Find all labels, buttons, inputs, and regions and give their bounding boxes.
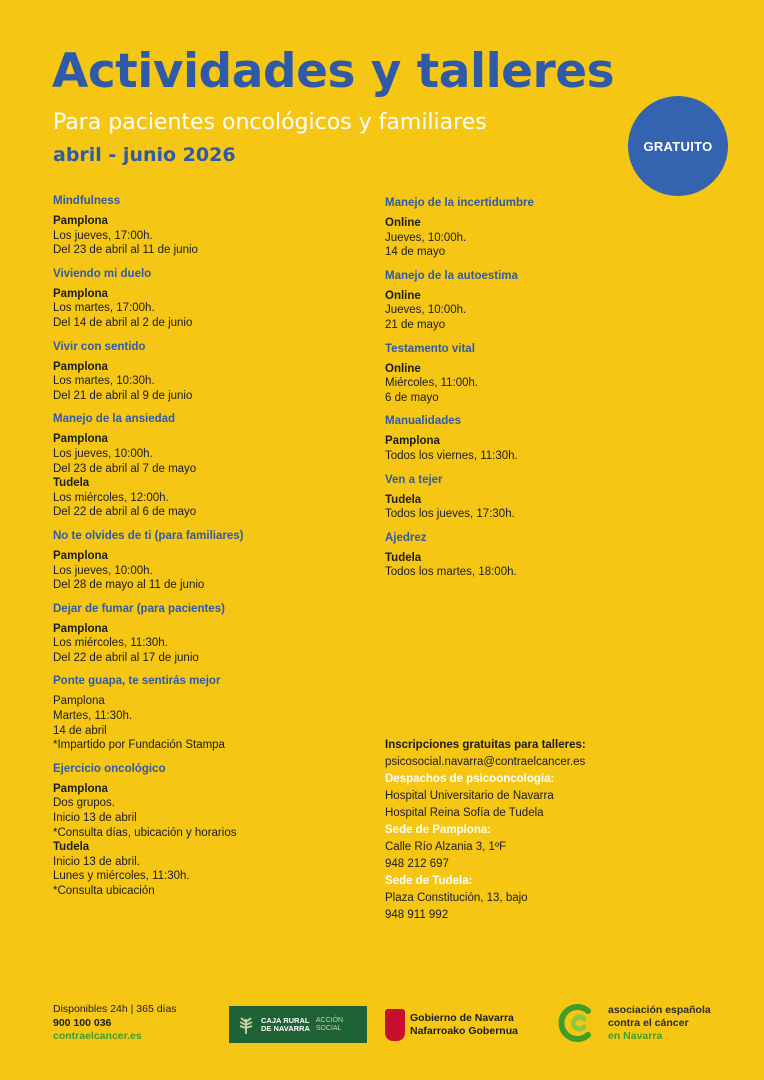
activity-item	[53, 674, 353, 752]
gob-line-2: Nafarroako Gobernua	[410, 1025, 518, 1037]
activity-location: Tudela	[385, 551, 422, 564]
activity-name: No te olvides de ti (para familiares)	[53, 529, 244, 542]
caja-line-2: DE NAVARRA	[261, 1023, 310, 1033]
footer-web-link[interactable]: contraelcancer.es	[53, 1030, 142, 1042]
navarra-shield-icon	[385, 1009, 405, 1041]
pamplona-address: Calle Río Alzania 3, 1ºF	[385, 841, 507, 853]
activity-detail: Del 28 de mayo al 11 de junio	[53, 579, 205, 592]
activity-location: Tudela	[53, 477, 90, 490]
activity-detail: Del 14 de abril al 2 de junio	[53, 316, 193, 329]
activity-detail: Del 23 de abril al 11 de junio	[53, 244, 198, 257]
activity-name: Dejar de fumar (para pacientes)	[53, 602, 225, 615]
activity-location: Online	[385, 362, 421, 375]
activity-detail: Todos los jueves, 17:30h.	[385, 508, 515, 521]
footer-contact	[53, 1003, 177, 1044]
activity-location: Pamplona	[53, 215, 108, 227]
tudela-address: Plaza Constitución, 13, bajo	[385, 892, 528, 904]
activity-detail: Los martes, 10:30h.	[53, 375, 155, 388]
activity-detail: Pamplona	[53, 695, 105, 708]
activity-detail: 14 de mayo	[385, 246, 446, 259]
aecc-line-1: asociación española	[608, 1003, 711, 1016]
activity-detail: Del 22 de abril al 17 de junio	[53, 651, 199, 664]
activity-detail: 14 de abril	[53, 724, 107, 737]
gob-line-1: Gobierno de Navarra	[410, 1012, 514, 1024]
inscriptions-heading: Inscripciones gratuitas para talleres:	[385, 739, 586, 751]
activity-location: Tudela	[385, 493, 422, 506]
activity-detail: *Consulta ubicación	[53, 885, 155, 897]
activity-detail: Todos los viernes, 11:30h.	[385, 449, 518, 462]
activity-item	[53, 762, 353, 899]
aecc-line-2: contra el cáncer	[608, 1016, 689, 1029]
activity-name: Ejercicio oncológico	[53, 762, 166, 775]
period-label: abril - junio 2026	[53, 144, 236, 166]
page-title: Actividades y talleres	[52, 44, 615, 99]
activity-item	[53, 267, 353, 331]
tudela-heading: Sede de Tudela:	[385, 875, 473, 887]
activity-name: Manejo de la ansiedad	[53, 413, 176, 426]
offices-heading: Despachos de psicooncología:	[385, 773, 555, 785]
activity-location: Pamplona	[385, 435, 440, 448]
activity-detail: Del 21 de abril al 9 de junio	[53, 389, 193, 402]
activity-detail: 6 de mayo	[385, 391, 439, 404]
activity-location: Pamplona	[53, 622, 108, 635]
activity-detail: Los miércoles, 12:00h.	[53, 491, 169, 504]
activity-detail: Lunes y miércoles, 11:30h.	[53, 870, 190, 883]
activity-detail: Inicio 13 de abril.	[53, 855, 140, 868]
activity-name: Manejo de la incertidumbre	[385, 197, 534, 209]
activity-location: Pamplona	[53, 433, 108, 446]
activity-detail: Del 22 de abril al 6 de mayo	[53, 506, 197, 519]
activity-item	[385, 531, 685, 580]
page-subtitle: Para pacientes oncológicos y familiares	[53, 110, 487, 135]
pamplona-phone[interactable]: 948 212 697	[385, 858, 449, 870]
activity-detail: Miércoles, 11:00h.	[385, 377, 479, 390]
activity-item	[385, 473, 685, 522]
activity-name: Vivir con sentido	[53, 340, 146, 353]
activity-name: Ajedrez	[385, 531, 427, 544]
activity-item	[385, 342, 685, 406]
activity-detail: Los jueves, 10:00h.	[53, 447, 153, 460]
left-activity-column	[53, 194, 353, 908]
activity-detail: Jueves, 10:00h.	[385, 231, 467, 244]
activity-item	[385, 414, 685, 463]
activity-detail: Del 23 de abril al 7 de mayo	[53, 462, 197, 475]
caja-rural-logo	[229, 1006, 367, 1043]
activity-item	[53, 602, 353, 666]
footer-phone[interactable]: 900 100 036	[53, 1016, 112, 1029]
activity-name: Manejo de la autoestima	[385, 269, 518, 282]
activity-detail: *Impartido por Fundación Stampa	[53, 739, 225, 752]
activity-item	[53, 412, 353, 520]
activity-location: Online	[385, 217, 421, 229]
activity-detail: Jueves, 10:00h.	[385, 304, 467, 317]
activity-detail: Inicio 13 de abril	[53, 812, 137, 825]
inscriptions-block	[385, 737, 725, 924]
activity-detail: *Consulta días, ubicación y horarios	[53, 826, 237, 839]
aecc-symbol-icon	[558, 1002, 600, 1044]
activity-detail: Los martes, 17:00h.	[53, 302, 155, 315]
activity-location: Tudela	[53, 841, 90, 854]
activity-detail: 21 de mayo	[385, 318, 446, 331]
activity-location: Pamplona	[53, 782, 108, 795]
gobierno-navarra-logo	[385, 1008, 518, 1042]
tudela-phone[interactable]: 948 911 992	[385, 909, 449, 921]
aecc-line-3: en Navarra	[608, 1029, 663, 1042]
wheat-icon	[237, 1015, 255, 1035]
activity-item	[385, 269, 685, 333]
activity-location: Pamplona	[53, 549, 108, 562]
activity-detail: Dos grupos.	[53, 797, 116, 810]
activity-item	[53, 529, 353, 593]
office-2: Hospital Reina Sofía de Tudela	[385, 807, 544, 819]
activity-name: Ven a tejer	[385, 473, 443, 486]
activity-item	[385, 196, 685, 260]
activity-detail: Los jueves, 10:00h.	[53, 564, 153, 577]
activity-detail: Los miércoles, 11:30h.	[53, 637, 168, 650]
activity-name: Mindfulness	[53, 195, 121, 207]
activity-location: Online	[385, 289, 421, 302]
availability-text: Disponibles 24h | 365 días	[53, 1003, 177, 1015]
activity-name: Viviendo mi duelo	[53, 267, 152, 280]
activity-location: Pamplona	[53, 360, 108, 373]
caja-accion-2: SOCIAL	[315, 1024, 342, 1032]
activity-detail: Martes, 11:30h.	[53, 710, 133, 723]
activity-item	[53, 340, 353, 404]
activity-name: Ponte guapa, te sentirás mejor	[53, 675, 221, 688]
activity-detail: Los jueves, 17:00h.	[53, 229, 153, 242]
activity-name: Testamento vital	[385, 342, 475, 355]
pamplona-heading: Sede de Pamplona:	[385, 824, 492, 836]
activity-location: Pamplona	[53, 287, 108, 300]
activity-detail: Todos los martes, 18:00h.	[385, 566, 517, 579]
caja-accion-1: ACCIÓN	[315, 1016, 344, 1024]
activity-item	[53, 194, 353, 258]
free-badge: GRATUITO	[628, 96, 728, 196]
activity-name: Manualidades	[385, 415, 462, 428]
caja-line-1: CAJA RURAL	[261, 1015, 310, 1025]
right-activity-column	[385, 196, 685, 589]
office-1: Hospital Universitario de Navarra	[385, 790, 554, 802]
aecc-logo	[558, 1002, 711, 1044]
inscriptions-email[interactable]: psicosocial.navarra@contraelcancer.es	[385, 756, 586, 768]
